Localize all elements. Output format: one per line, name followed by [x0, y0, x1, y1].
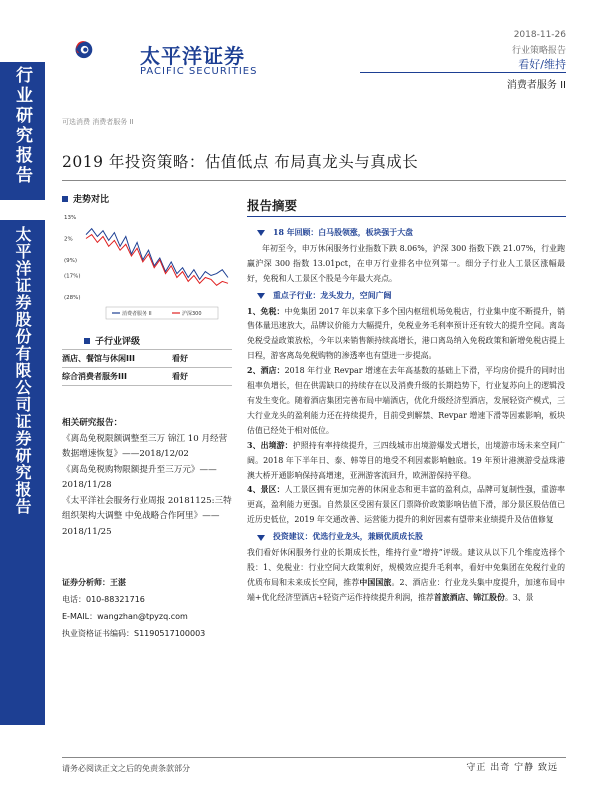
- paragraph: [247, 546, 565, 606]
- header-divider: [360, 72, 566, 73]
- table-row: [62, 367, 232, 386]
- y-tick-label: (28%): [64, 295, 81, 301]
- paragraph: [247, 305, 565, 365]
- analyst-email[interactable]: E-MAIL：wangzhan@tpyzq.com: [62, 612, 188, 621]
- triangle-bullet-icon: [257, 293, 265, 299]
- section-heading: [247, 289, 565, 304]
- recommended-stock: 首旅酒店、锦江股份: [433, 592, 505, 602]
- section-heading-label: 投资建议：优选行业龙头，兼顾优质成长股: [273, 532, 423, 542]
- section-heading-label: 18 年回顾：白马股领涨，板块强于大盘: [273, 228, 413, 237]
- sidebar-bottom-band: [0, 220, 45, 725]
- summary-divider: [247, 216, 566, 217]
- triangle-bullet-icon: [257, 535, 265, 541]
- analyst-info: [62, 574, 234, 642]
- section-heading: [247, 530, 565, 545]
- paragraph-lead: 3、出境游：: [247, 440, 293, 450]
- paragraph-text: 人工景区拥有更加完善的休闲业态和更丰富的盈利点，品牌可复制性强，重游率更高，盈利能力更强。自然景区受困有景区门票降价政策影响估值下滑，部分景区股估值已近历史低位，2019 年交通改善、运营能力提升的利好因素有望带来业绩提升及估值修复: [247, 485, 565, 525]
- analyst-license: 执业资格证书编码：S1190517100003: [62, 629, 206, 638]
- y-tick-label: (9%): [64, 257, 78, 264]
- paragraph-text: 。3、景: [504, 592, 534, 602]
- sector-name: 消费者服务 II: [506, 80, 566, 91]
- analyst-label: 证券分析师：: [62, 577, 110, 587]
- y-tick-label: 2%: [64, 236, 73, 243]
- legend-label: 沪深300: [182, 311, 202, 317]
- pacific-securities-logo-icon: [72, 18, 142, 80]
- report-type: 行业策略报告: [511, 46, 566, 56]
- paragraph: [247, 439, 565, 484]
- logo-english-name: PACIFIC SECURITIES: [140, 66, 258, 77]
- breadcrumb: 可选消费 消费者服务 II: [62, 118, 134, 126]
- paragraph-text: 中免集团 2017 年以来拿下多个国内枢纽机场免税店，行业集中度不断提升，销售体量迅速放大，品牌议价能力大幅提升，免税业务毛利率预计还有较大的提升空间。离岛免税受益政策放松，今年以来销售额持续高增长，港口离岛纳入免税政策和新增免税店提上日程，游客离岛免税购物的渗透率也有望进一步提高。: [247, 306, 565, 361]
- footer-divider: [62, 757, 566, 758]
- analyst-line: [62, 574, 234, 591]
- sub-rating-heading: [84, 334, 140, 347]
- legend-label: 消费者服务 II: [122, 311, 152, 317]
- page-title: 2019 年投资策略：估值低点 布局真龙头与真成长: [62, 153, 419, 171]
- section-heading-label: 重点子行业：龙头发力，空间广阔: [273, 290, 392, 300]
- series-line-1: [86, 235, 228, 286]
- paragraph-text: 护照持有率持续提升，三四线城市出境游爆发式增长，出境游市场未来空间广阔。2018 年下半年日、泰、韩等目的地受不利因素影响触底。19 年预计港澳游受益珠港澳大桥开通影响保持高增速，亚洲游客流回升，欧洲游保持平稳。: [247, 440, 565, 480]
- table-row: [62, 349, 232, 367]
- paragraph-text: 。2、酒店业：行业龙头集中度提升，加速布局中端+优化经济型酒店+轻资产运作持续提升利润，推荐: [247, 577, 565, 602]
- analyst-phone: 电话：010-88321716: [62, 595, 145, 604]
- trend-chart: [62, 205, 232, 325]
- bullet-square-icon: [62, 196, 68, 202]
- sub-rating-table: [62, 349, 232, 386]
- sub-industry-name: 综合消费者服务III: [62, 372, 127, 381]
- related-reports-heading: 相关研究报告：: [62, 418, 123, 428]
- trend-heading: [62, 192, 109, 205]
- paragraph-lead: 1、免税：: [247, 306, 285, 316]
- paragraph: 年初至今，申万休闲服务行业指数下跌 8.06%，沪深 300 指数下跌 21.07%，行业跑赢沪深 300 指数 13.01pct，在申万行业排名中位列第一。细分子行业人工景区涨幅最好，免税和人工景区个股是今年最大亮点。: [247, 243, 565, 283]
- sub-industry-rating: 看好: [172, 354, 188, 363]
- paragraph-text: 我们看好休闲服务行业的长期成长性，维持行业“增持”评级。建议从以下几个维度选择个股：1、免税业：行业空间大政策利好，规模效应提升毛利率，看好中免集团在免税行业的优质布局和未来成长空间，推荐: [247, 548, 565, 587]
- report-date: 2018-11-26: [513, 30, 566, 40]
- recommended-stock: 中国国旅: [359, 577, 392, 587]
- sub-industry-rating: 看好: [172, 372, 188, 381]
- industry-rating: 看好/维持: [518, 58, 566, 71]
- y-tick-label: (17%): [64, 273, 81, 280]
- summary-title: 报告摘要: [247, 198, 298, 213]
- paragraph-lead: 4、景区：: [247, 485, 285, 495]
- paragraph-text: 2018 年行业 Revpar 增速在去年高基数的基础上下滑，平均房价提升的同时出租率负增长，但在供需缺口的持续存在以及消费升级的长期趋势下，行业复苏向上的逻辑没有发生变化。随着酒店集团完善布局中端酒店，优化升级经济型酒店，发展轻资产模式，三大行业龙头的盈利能力还在持续提升，目前受到解禁、Revpar 增速下滑等因素影响，板块估值已经处于相对低位。: [247, 366, 565, 435]
- sidebar-bottom-text: 太平洋证券股份有限公司证券研究报告: [13, 226, 32, 515]
- footer-disclaimer: 请务必阅读正文之后的免责条款部分: [62, 764, 190, 773]
- bullet-square-icon: [84, 338, 90, 344]
- summary-body: [247, 224, 565, 606]
- series-line-0: [86, 229, 228, 280]
- trend-heading-label: 走势对比: [73, 195, 110, 205]
- analyst-name: 王湛: [110, 577, 126, 587]
- related-reports: [62, 416, 234, 540]
- logo-chinese-name: 太平洋证券: [140, 44, 245, 68]
- sub-industry-name: 酒店、餐馆与休闲III: [62, 354, 135, 363]
- sidebar-top-band: [0, 62, 45, 200]
- related-report-item[interactable]: 《离岛免税限额调整至三万 锦江 10 月经营数据增速恢复》——2018/12/02: [62, 433, 228, 459]
- paragraph-lead: 2、酒店：: [247, 366, 285, 376]
- y-tick-label: 13%: [64, 215, 77, 221]
- related-report-item[interactable]: 《离岛免税购物限额提升至三万元》——2018/11/28: [62, 464, 217, 490]
- section-heading: [247, 226, 565, 241]
- paragraph: [247, 364, 565, 439]
- triangle-bullet-icon: [257, 230, 265, 236]
- title-divider: [62, 180, 566, 181]
- footer-motto: 守正 出奇 宁静 致远: [466, 763, 558, 773]
- sub-rating-heading-label: 子行业评级: [95, 337, 141, 347]
- sidebar-top-text: 行业研究报告: [12, 66, 32, 186]
- paragraph: [247, 483, 565, 528]
- related-report-item[interactable]: 《太平洋社会服务行业周报 20181125:三特组织架构大调整 中免战略合作阿里》——2018/11/25: [62, 495, 232, 537]
